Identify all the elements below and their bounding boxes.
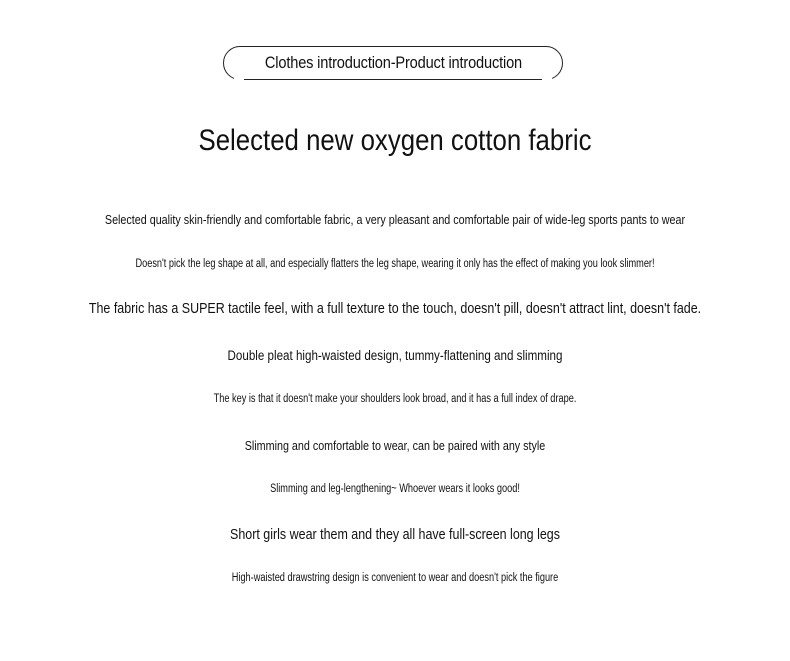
section-title-pill: [223, 46, 563, 80]
description-line: High-waisted drawstring design is convenient to wear and doesn't pick the figure: [231, 572, 559, 584]
description-line: Slimming and leg-lengthening~ Whoever wears it looks good!: [270, 483, 520, 495]
description-line: Selected quality skin-friendly and comfortable fabric, a very pleasant and comfortable pair of wide-leg sports pants to wear: [104, 213, 686, 227]
pill-border-gap-right: [542, 76, 552, 82]
description-line: The fabric has a SUPER tactile feel, with a full texture to the touch, doesn't pill, doesn't attract lint, doesn't fade.: [88, 301, 702, 317]
description-line: Double pleat high-waisted design, tummy-flattening and slimming: [227, 348, 563, 363]
section-title-text: Clothes introduction-Product introduction: [264, 53, 522, 72]
description-line: Slimming and comfortable to wear, can be paired with any style: [244, 439, 546, 453]
description-line: The key is that it doesn't make your shoulders look broad, and it has a full index of drape.: [213, 393, 577, 405]
fabric-headline: Selected new oxygen cotton fabric: [198, 124, 592, 157]
description-line: Doesn't pick the leg shape at all, and especially flatters the leg shape, wearing it only has the effect of making you look slimmer!: [135, 258, 655, 270]
description-line: Short girls wear them and they all have full-screen long legs: [230, 527, 560, 543]
pill-border-gap-left: [234, 76, 244, 82]
